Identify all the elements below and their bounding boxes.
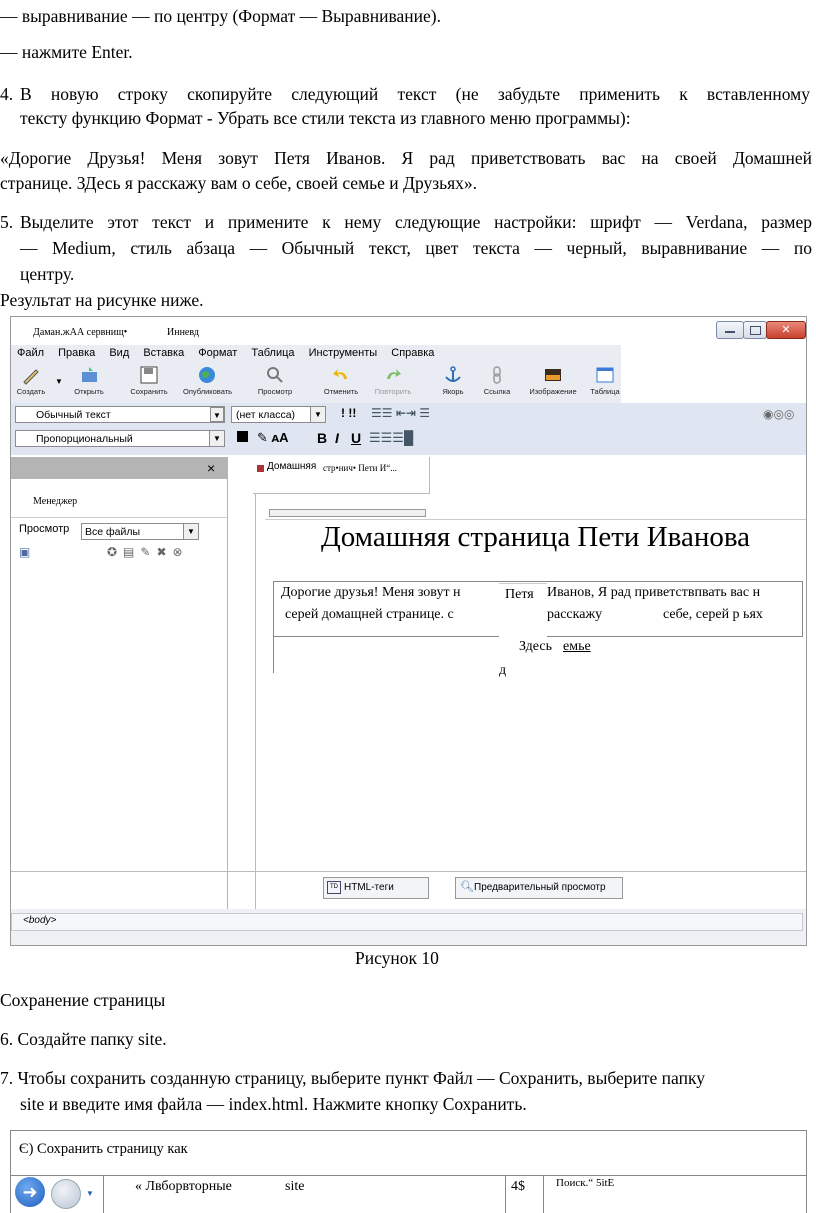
tab-label: Домашняя bbox=[267, 461, 317, 472]
format-toolbar-1 bbox=[11, 403, 806, 427]
view-label: Просмотр bbox=[19, 523, 70, 535]
panel-action-icons[interactable]: ✪▤✎✖⊗ bbox=[107, 545, 189, 559]
doc-line-align: — выравнивание — по центру (Формат — Выравнивание). bbox=[0, 6, 441, 26]
path-folder[interactable]: site bbox=[285, 1179, 305, 1194]
window-title: Даман.жАА сервнищ• bbox=[33, 327, 128, 338]
anchor-icon bbox=[443, 365, 463, 385]
result-note: Результат на рисунке ниже. bbox=[0, 290, 204, 310]
save-dialog bbox=[10, 1130, 807, 1213]
text-color-icon[interactable] bbox=[237, 431, 248, 442]
magnifier-icon bbox=[265, 365, 285, 385]
undo-button[interactable]: Отменить bbox=[317, 365, 365, 396]
refresh-button[interactable]: 4$ bbox=[511, 1179, 525, 1194]
redo-icon bbox=[383, 365, 403, 385]
paragraph-line2b: расскажу bbox=[547, 607, 603, 622]
undo-icon bbox=[331, 365, 351, 385]
save-button[interactable]: Сохранить bbox=[125, 365, 173, 396]
paragraph-line2c: себе, серей р ьях bbox=[663, 607, 763, 622]
menu-help[interactable]: Справка bbox=[391, 347, 435, 359]
paragraph-line1b: Иванов, Я рад приветствпвать вас н bbox=[547, 585, 761, 600]
image-icon bbox=[543, 365, 563, 385]
item5-number: 5. bbox=[0, 212, 14, 232]
editor-screenshot bbox=[10, 316, 807, 946]
html-tag-icon: TD bbox=[327, 881, 341, 894]
font-select[interactable]: Пропорциональный ▼ bbox=[15, 430, 225, 447]
item4-number: 4. bbox=[0, 84, 14, 104]
main-toolbar bbox=[11, 363, 621, 403]
item5-line1: Выделите этот текст и примените к нему следующие настройки: шрифт — Verdana, размер bbox=[20, 212, 812, 232]
format-toolbar-2 bbox=[11, 427, 806, 455]
sites-icon[interactable]: ▣ bbox=[19, 545, 31, 559]
menu-file[interactable]: Файл bbox=[17, 347, 45, 359]
maximize-button[interactable] bbox=[743, 321, 767, 339]
quote-line1: «Дорогие Друзья! Меня зовут Петя Иванов. Я рад приветствовать вас на своей Домашней bbox=[0, 148, 812, 168]
section-heading: Сохранение страницы bbox=[0, 990, 166, 1010]
item6: 6. Создайте папку site. bbox=[0, 1029, 167, 1049]
chevron-down-icon: ▼ bbox=[210, 407, 224, 422]
class-select[interactable]: (нет класса) ▼ bbox=[231, 406, 326, 423]
menu-edit[interactable]: Правка bbox=[58, 347, 96, 359]
anchor-button[interactable]: Якорь bbox=[429, 365, 477, 396]
table-icon bbox=[595, 365, 615, 385]
menu-insert[interactable]: Вставка bbox=[143, 347, 185, 359]
menu-view[interactable]: Вид bbox=[109, 347, 130, 359]
link-button[interactable]: Ссылка bbox=[473, 365, 521, 396]
bold-button[interactable]: B bbox=[317, 430, 328, 446]
item7-line2: site и введите имя файла — index.html. Нажмите кнопку Сохранить. bbox=[20, 1094, 527, 1114]
status-bar bbox=[11, 909, 806, 945]
menu-table[interactable]: Таблица bbox=[251, 347, 295, 359]
doc-line-enter: — нажмите Enter. bbox=[0, 42, 133, 62]
tab-label-rest: стр•нич• Пети И“... bbox=[323, 463, 397, 473]
manager-label: Менеджер bbox=[33, 496, 78, 507]
dialog-title: Є) Сохранить страницу как bbox=[19, 1141, 188, 1157]
panel-close-icon[interactable]: × bbox=[207, 460, 216, 476]
list-icons[interactable]: ☰☰ ⇤⇥ ☰ bbox=[371, 406, 431, 420]
back-arrow-icon[interactable]: ➜ bbox=[15, 1177, 45, 1207]
paragraph-style-select[interactable]: Обычный текст ▼ bbox=[15, 406, 225, 423]
window-title-doc: Инневд bbox=[167, 327, 199, 338]
open-folder-icon bbox=[79, 365, 99, 385]
heading-marker-icon[interactable]: ! !! bbox=[341, 406, 357, 420]
item5-line3: центру. bbox=[20, 264, 75, 284]
preview-button[interactable]: Просмотр bbox=[251, 365, 299, 396]
history-dropdown-icon[interactable]: ▼ bbox=[86, 1189, 94, 1198]
tab-document[interactable] bbox=[253, 457, 430, 494]
chevron-down-icon: ▼ bbox=[183, 524, 198, 539]
minimize-button[interactable] bbox=[716, 321, 744, 339]
paragraph-line1a: Дорогие друзья! Меня зовут н bbox=[281, 585, 461, 600]
path-parent[interactable]: « Лвборвторные bbox=[135, 1179, 232, 1194]
underline-button[interactable]: U bbox=[351, 430, 362, 446]
paragraph-line3: Здесь bbox=[519, 639, 552, 654]
publish-button[interactable]: Опубликовать bbox=[183, 365, 231, 396]
menu-tools[interactable]: Инструменты bbox=[308, 347, 378, 359]
italic-button[interactable]: I bbox=[335, 430, 339, 446]
paragraph-word-petya: Петя bbox=[505, 587, 534, 602]
tab-preview[interactable]: 🔍︎ Предварительный просмотр bbox=[455, 877, 623, 899]
table-button[interactable]: Таблица bbox=[583, 365, 627, 396]
menu-format[interactable]: Формат bbox=[198, 347, 238, 359]
paragraph-line3-link[interactable]: емье bbox=[563, 639, 591, 654]
figure-caption: Рисунок 10 bbox=[355, 948, 439, 968]
redo-button[interactable]: Повторить bbox=[369, 365, 417, 396]
align-buttons[interactable]: ☰☰☰█ bbox=[369, 430, 414, 445]
chevron-down-icon: ▼ bbox=[310, 407, 325, 422]
magnifier-icon: 🔍︎ bbox=[460, 881, 474, 893]
body-tag[interactable]: <body> bbox=[23, 915, 57, 926]
new-button[interactable]: Создать bbox=[10, 365, 55, 396]
item4-line2: тексту функцию Формат - Убрать все стили текста из главного меню программы): bbox=[20, 108, 631, 128]
floppy-icon bbox=[139, 365, 159, 385]
tab-html-tags[interactable]: TD HTML-теги bbox=[323, 877, 429, 899]
dropdown-arrow-icon[interactable]: ▼ bbox=[55, 377, 63, 386]
chevron-down-icon: ▼ bbox=[209, 431, 224, 446]
panel-header bbox=[11, 457, 227, 479]
page-heading: Домашняя страница Пети Иванова bbox=[320, 521, 751, 553]
item5-line2: — Medium, стиль абзаца — Обычный текст, цвет текста — черный, выравнивание — по bbox=[20, 238, 812, 258]
window-titlebar bbox=[11, 317, 806, 345]
image-button[interactable]: Изображение bbox=[523, 365, 583, 396]
page-tab-icon bbox=[257, 465, 264, 472]
site-manager-panel bbox=[11, 457, 228, 909]
globe-icon bbox=[197, 365, 217, 385]
search-field[interactable]: Поиск.“ 5itE bbox=[556, 1177, 615, 1189]
paragraph-line4: д bbox=[499, 663, 507, 678]
text-size-icons[interactable]: ✎ ᴀA bbox=[257, 430, 289, 445]
page-icons[interactable]: ◉◎◎ bbox=[763, 407, 795, 421]
item4-line1: В новую строку скопируйте следующий текст (не забудьте применить к вставленному bbox=[20, 84, 810, 104]
forward-arrow-icon[interactable] bbox=[51, 1179, 81, 1209]
paragraph-line2a: серей домащней странице. с bbox=[285, 607, 454, 622]
menu-bar bbox=[11, 345, 621, 363]
item7-line1: 7. Чтобы сохранить созданную страницу, выберите пункт Файл — Сохранить, выберите папку bbox=[0, 1068, 705, 1088]
close-window-button[interactable]: ✕ bbox=[766, 321, 806, 339]
quote-line2: странице. ЗДесь я расскажу вам о себе, своей семье и Друзьях». bbox=[0, 173, 478, 193]
open-button[interactable]: Открыть bbox=[65, 365, 113, 396]
chain-link-icon bbox=[487, 365, 507, 385]
view-select[interactable]: Все файлы ▼ bbox=[81, 523, 199, 540]
editor-area bbox=[227, 457, 806, 909]
ruler bbox=[269, 509, 426, 517]
pencil-icon bbox=[21, 365, 41, 385]
